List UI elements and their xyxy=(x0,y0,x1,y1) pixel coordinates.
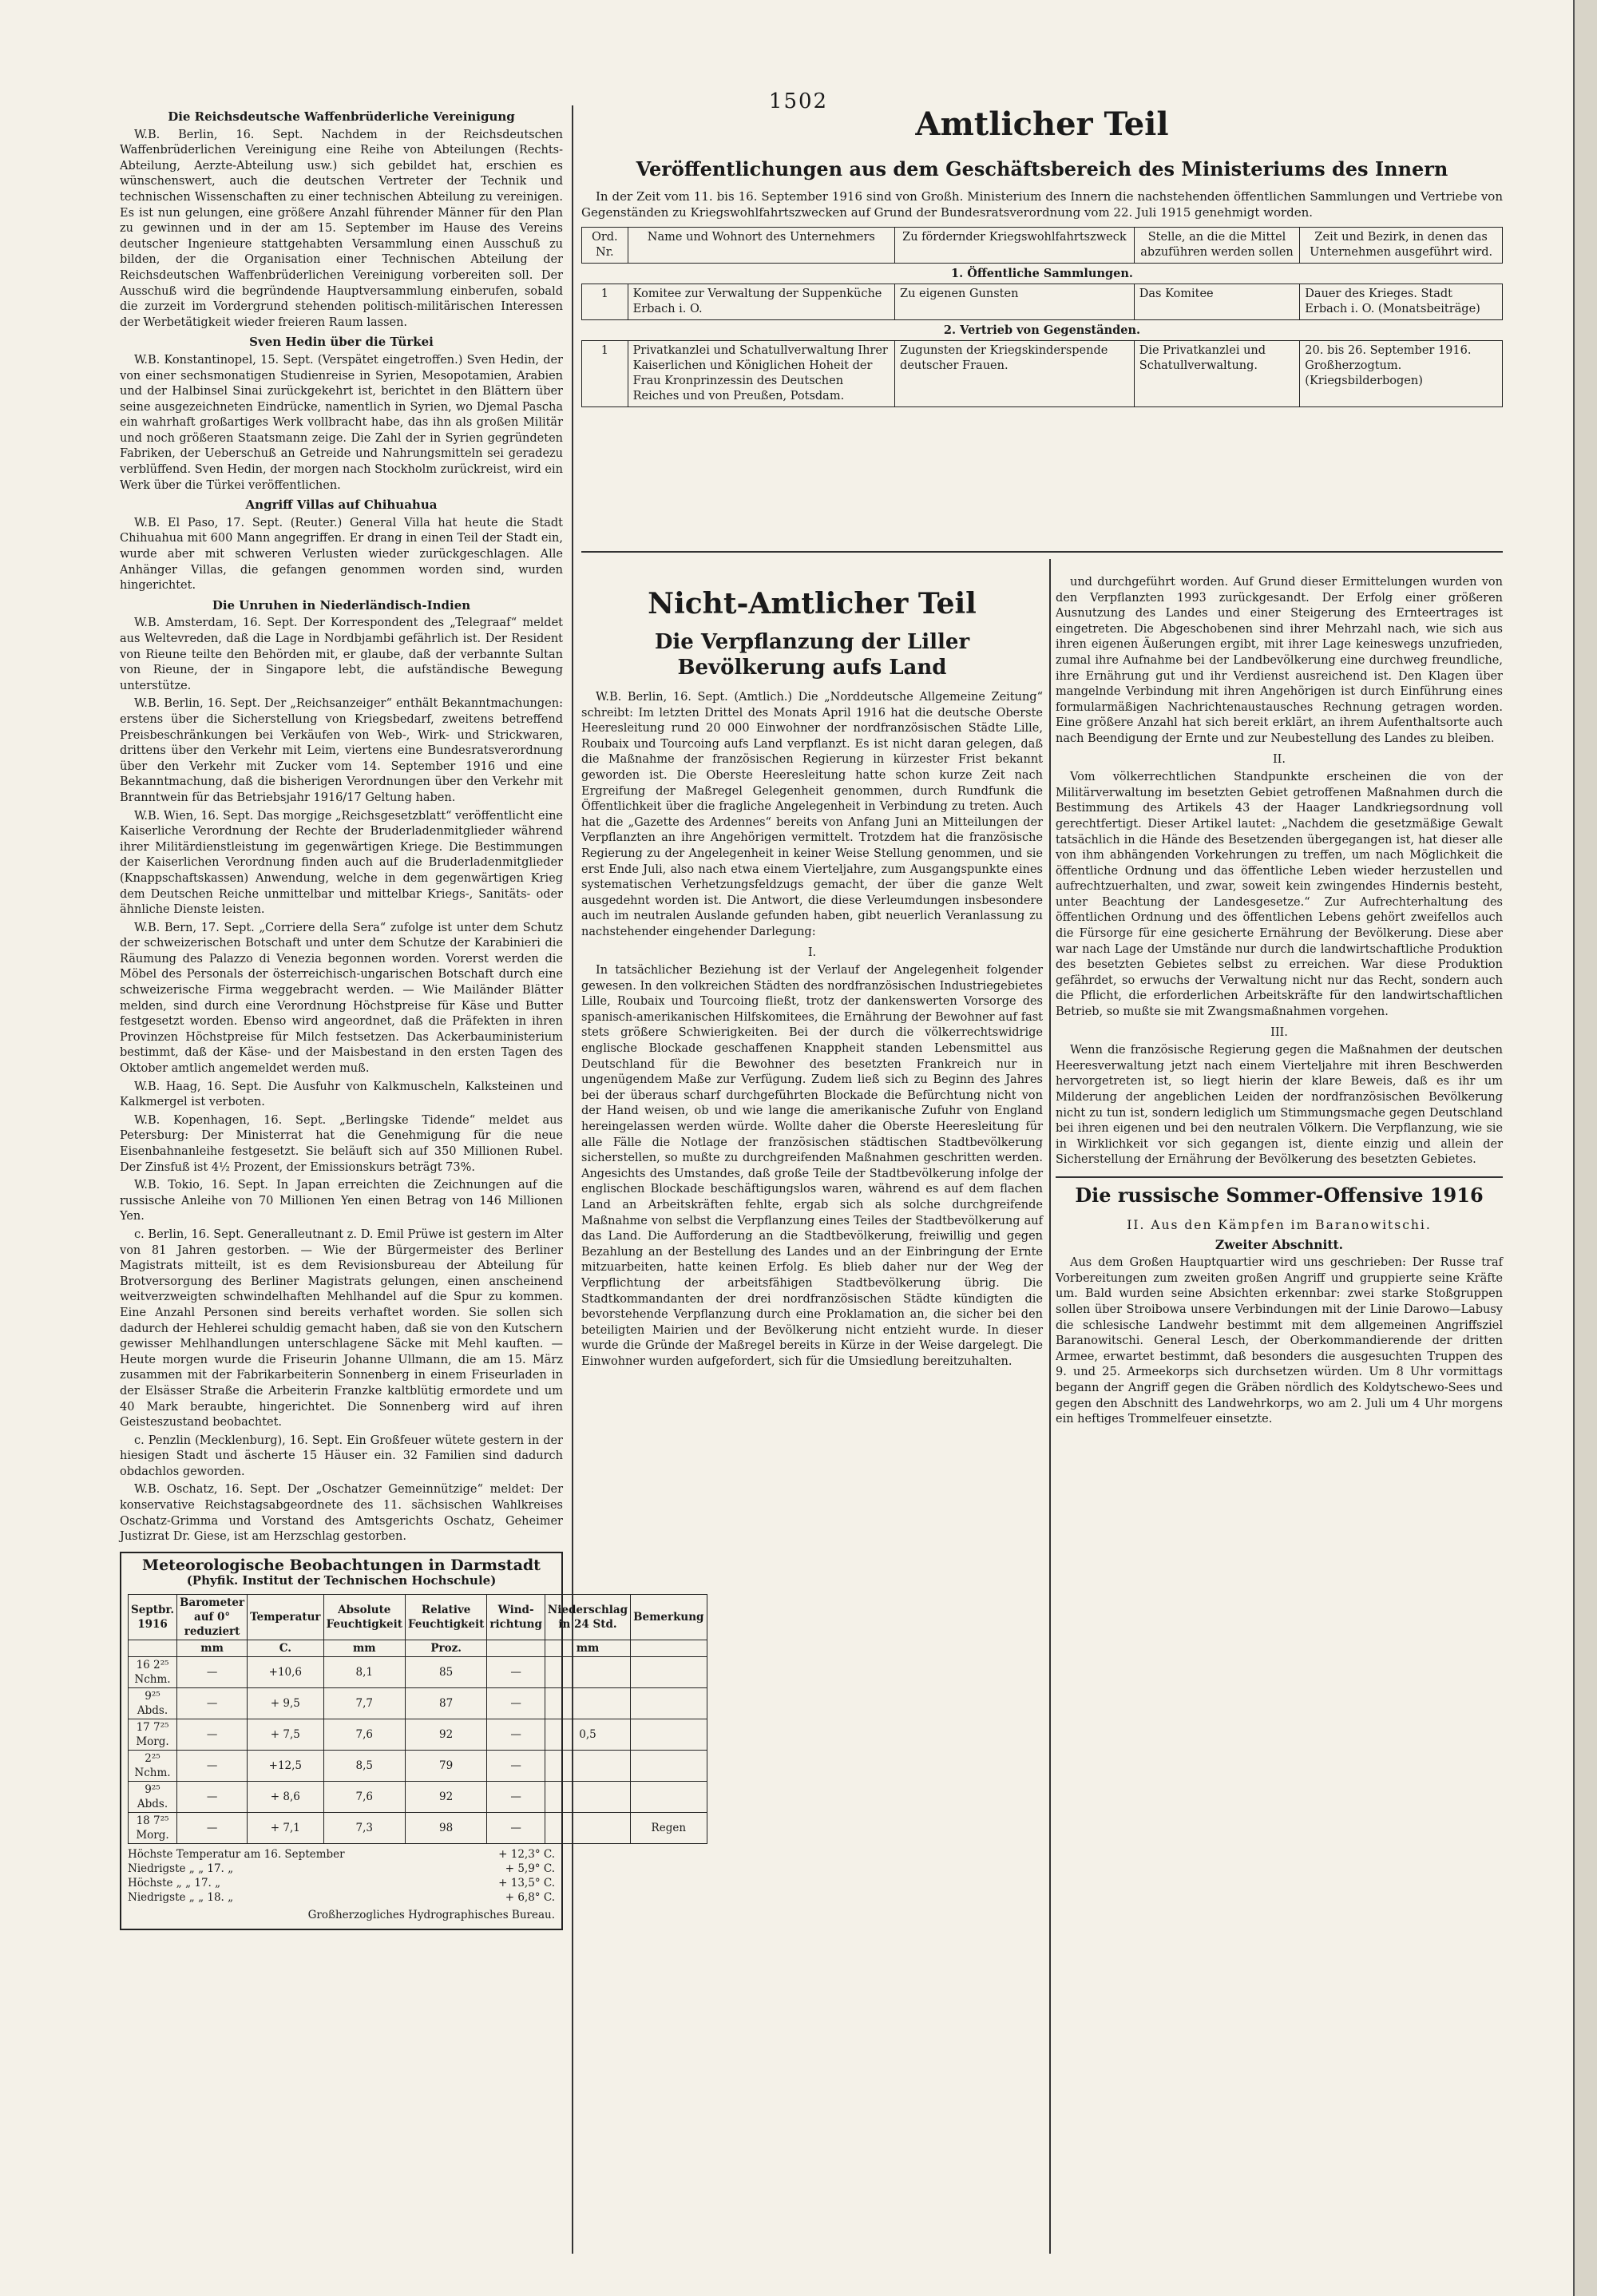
article-title: Die Unruhen in Niederländisch-Indien xyxy=(212,597,471,613)
weather-title: Meteorologische Beobachtungen in Darmstadt xyxy=(142,1556,541,1574)
weather-cell: +10,6 xyxy=(248,1657,323,1688)
cell-zweck: Zugunsten der Kriegskinderspende deutscher Frauen. xyxy=(895,341,1135,407)
news-item: W.B. Tokio, 16. Sept. In Japan erreichten die Zeichnungen auf die russische Anleihe von 70 Millionen Yen einen Betrag von 146 Millionen Yen. xyxy=(120,1179,563,1223)
russia-subheading: II. Aus den Kämpfen im Baranowitschi. xyxy=(1127,1217,1432,1232)
extreme-row xyxy=(128,1890,555,1905)
wx-unit: mm xyxy=(177,1640,248,1657)
extreme-row xyxy=(128,1847,555,1862)
table-row xyxy=(582,341,1503,407)
local-news-item: W.B. Oschatz, 16. Sept. Der „Oschatzer Gemeinnützige“ meldet: Der konservative Reichstagsabgeordnete des 11. sächsischen Wahlkreises Oschatz-Grimma und Vorstand des Amtsgerichts Oschatz, Geheimer Justizrat Dr. Giese, ist am Herzschlag gestorben. xyxy=(120,1483,563,1544)
article-paragraph: W.B. El Paso, 17. Sept. (Reuter.) General Villa hat heute die Stadt Chihuahua mit 600 Mann angegriffen. Er drang in einen Teil der Stadt ein, wurde aber mit schweren Verlusten wieder zurückgeschlagen. Alle Anhänger Villas, die gefangen genommen worden sind, wurden hingerichtet. xyxy=(120,516,563,593)
official-headline: Veröffentlichungen aus dem Geschäftsbereich des Ministeriums des Innern xyxy=(636,157,1448,180)
weather-cell: 87 xyxy=(405,1688,486,1719)
weather-cell: 8,5 xyxy=(323,1751,405,1782)
article-headline: Die Verpflanzung der Liller Bevölkerung aufs Land xyxy=(654,630,970,680)
page-number: 1502 xyxy=(768,89,829,113)
article-title: Angriff Villas auf Chihuahua xyxy=(245,498,438,513)
wx-th: Barometer auf 0° reduziert xyxy=(177,1595,248,1640)
th-zeit: Zeit und Bezirk, in denen das Unternehmen ausgeführt wird. xyxy=(1300,228,1503,264)
weather-cell: + 7,1 xyxy=(248,1813,323,1844)
weather-cell: + 8,6 xyxy=(248,1782,323,1813)
weather-cell: — xyxy=(487,1751,545,1782)
news-item: W.B. Kopenhagen, 16. Sept. „Berlingske Tidende“ meldet aus Petersburg: Der Ministerrat hat die Genehmigung für die neue Eisenbahnanleihe festgesetzt. Sie beläuft sich auf 350 Millionen Rubel. Der Zinsfuß ist 4½ Prozent, der Emissionskurs beträgt 73%. xyxy=(120,1113,563,1174)
section-numeral: III. xyxy=(1270,1025,1288,1039)
extreme-row xyxy=(128,1876,555,1890)
weather-cell: — xyxy=(177,1782,248,1813)
news-item: W.B. Bern, 17. Sept. „Corriere della Sera“ zufolge ist unter dem Schutz der schweizerischen Botschaft und unter dem Schutze der Karabinieri die Räumung des Palazzo di Venezia begonnen worden. Vorerst werden die Möbel des Personals der österreichisch-ungarischen Botschaft durch eine schweizerische Firma weggebracht werden. — Wie Mailänder Blätter melden, sind durch eine Verordnung Höchstpreise für Käse und Butter festgesetzt worden. Ebenso wird angeordnet, daß die Präfekten in ihren Provinzen Höchstpreise für Milch festsetzen. Das Ackerbauministerium bestimmt, daß der Käse- und der Maisbestand in den ersten Tagen des Oktober amtlich angemeldet werden muß. xyxy=(120,921,563,1076)
cell-name: Komitee zur Verwaltung der Suppenküche Erbach i. O. xyxy=(628,284,894,320)
th-name: Name und Wohnort des Unternehmers xyxy=(628,228,894,264)
wx-th: Relative Feuchtigkeit xyxy=(405,1595,486,1640)
extreme-value: + 5,9° C. xyxy=(505,1862,555,1876)
local-news-item: c. Penzlin (Mecklenburg), 16. Sept. Ein Großfeuer wütete gestern in der hiesigen Stadt und äscherte 15 Häuser ein. 32 Familien sind dadurch obdachlos geworden. xyxy=(120,1434,563,1478)
cell-zweck: Zu eigenen Gunsten xyxy=(895,284,1135,320)
weather-cell: 7,3 xyxy=(323,1813,405,1844)
extreme-value: + 13,5° C. xyxy=(498,1877,555,1890)
column-rule xyxy=(1049,559,1051,2254)
article-paragraph: und durchgeführt worden. Auf Grund dieser Ermittelungen wurden von den Verpflanzten 1993 zurückgesandt. Der Erfolg einer größeren Ausnutzung des Landes und einer Steigerung des Ernteertrages ist eingetreten. Die Abgeschobenen sind ihrer Mehrzahl nach, wie sich aus ihren eigenen Äußerungen ergibt, mit ihrer Lage keineswegs unzufrieden, zumal ihre Aufnahme bei der Landbevölkerung eine durchweg freundliche, ihre Ernährung gut und ihr Verdienst ausreichend ist. Den Klagen über mangelnde Verbindung mit ihren Angehörigen ist durch Einführung eines formularmäßigen Nachrichtenaustausches Rechnung getragen worden. Eine größere Anzahl hat sich bereit erklärt, an ihrem Aufenthaltsorte auch nach Beendigung der Ernte und zur Neubestellung des Landes zu bleiben. xyxy=(1056,576,1503,745)
wx-unit: C. xyxy=(248,1640,323,1657)
news-item: W.B. Berlin, 16. Sept. Der „Reichsanzeiger“ enthält Bekanntmachungen: erstens über die Sicherstellung von Kriegsbedarf, zweitens betreffend Preisbeschränkungen bei Verkäufen von Web-, Wirk- und Strickwaren, drittens über den Verkehr mit Leim, viertens eine Bundesratsverordnung über den Verkehr mit Zucker vom 14. September 1916 und eine Bekanntmachung, daß die bisherigen Verordnungen über den Verkehr mit Branntwein für das Betriebsjahr 1916/17 Geltung haben. xyxy=(120,697,563,804)
wx-unit xyxy=(487,1640,545,1657)
weather-cell: — xyxy=(487,1688,545,1719)
news-item: W.B. Haag, 16. Sept. Die Ausfuhr von Kalkmuscheln, Kalksteinen und Kalkmergel ist verboten. xyxy=(120,1080,563,1109)
weather-cell: 79 xyxy=(405,1751,486,1782)
column-rule xyxy=(572,105,573,2254)
article-paragraph: In tatsächlicher Beziehung ist der Verlauf der Angelegenheit folgender gewesen. In den volkreichen Städten des nordfranzösischen Industriegebietes Lille, Roubaix und Tourcoing fließt, trotz der dankenswerten Vorsorge des spanisch-amerikanischen Hilfskomitees, die Ernährung der Bewohner auf fast stets größere Schwierigkeiten. Bei der durch die völkerrechtswidrige englische Blockade geschaffenen Knappheit standen Lebensmittel aus Deutschland für die Bewohner des besetzten Frankreich nur in ungenügendem Maße zur Verfügung. Zudem ließ sich zu Beginn des Jahres bei der überaus scharf durchgeführten Blockade die Befürchtung nicht von der Hand weisen, ob und wie lange die amerikanische Zufuhr von England hereingelassen werden würde. Wollte daher die Oberste Heeresleitung für alle Fälle die Notlage der französischen städtischen Stadtbevölkerung sicherstellen, so mußte zu durchgreifenden Maßnahmen geschritten werden. Angesichts des Umstandes, daß große Teile der Stadtbevölkerung infolge der englischen Blockade beschäftigungslos waren, während es auf dem flachen Land an Arbeitskräften fehlte, ergab sich als solche durchgreifende Maßnahme von selbst die Verpflanzung eines Teiles der Stadtbevölkerung auf das Land. Die Aufforderung an die Stadtbevölkerung, freiwillig und gegen Bezahlung an der Bestellung des Landes und an der Einbringung der Ernte mitzuarbeiten, hatte keinen Erfolg. Es blieb daher nur der Weg der Verpflichtung der arbeitsfähigen Stadtbevölkerung übrig. Die Stadtkommandanten der drei nordfranzösischen Städte kündigten die bevorstehende Verpflanzung durch eine Proklamation an, die sicher bei den beteiligten Mairien und der Bevölkerung nicht entzieht wurde. In dieser wurde die Gründe der Maßregel bereits in Kürze in der Weise dargelegt. Die Einwohner wurden aufgefordert, sich für die Umsiedlung bereitzuhalten. xyxy=(581,964,1043,1368)
weather-cell: 98 xyxy=(405,1813,486,1844)
article-paragraph: W.B. Amsterdam, 16. Sept. Der Korrespondent des „Telegraaf“ meldet aus Weltevreden, daß die Lage in Nordbjambi gefährlich ist. Der Resident von Rieune teilte den Behörden mit, er glaube, daß der verbannte Sultan von Rieune, der in Singapore lebt, die aufständische Bewegung unterstütze. xyxy=(120,617,563,692)
weather-cell: + 7,5 xyxy=(248,1719,323,1751)
section-title: 2. Vertrieb von Gegenständen. xyxy=(582,320,1503,341)
weather-cell: Regen xyxy=(631,1813,707,1844)
cell-name: Privatkanzlei und Schatullverwaltung Ihrer Kaiserlichen und Königlichen Hoheit der Frau Kronprinzessin des Deutschen Reiches und von Preußen, Potsdam. xyxy=(628,341,894,407)
section-divider xyxy=(581,551,1503,553)
weather-cell: 2²⁵ Nchm. xyxy=(129,1751,177,1782)
column-right xyxy=(1056,575,1503,2252)
wx-unit: mm xyxy=(323,1640,405,1657)
collections-table xyxy=(581,227,1503,407)
cell-zeit: Dauer des Krieges. Stadt Erbach i. O. (Monatsbeiträge) xyxy=(1300,284,1503,320)
weather-cell: +12,5 xyxy=(248,1751,323,1782)
th-ordnr: Ord. Nr. xyxy=(582,228,628,264)
weather-bureau: Großherzogliches Hydrographisches Bureau. xyxy=(307,1909,555,1922)
article-paragraph: W.B. Konstantinopel, 15. Sept. (Verspätet eingetroffen.) Sven Hedin, der von einer sechsmonatigen Studienreise in Syrien, Mesopotamien, Arabien und der Halbinsel Sinai zurückgekehrt ist, berichtet in den Blättern über seine ausgezeichneten Eindrücke, namentlich in Syrien, wo Djemal Pascha ein wahrhaft großartiges Werk vollbracht habe, das ihn als großen Militär und noch größeren Staatsmann zeige. Die Zahl der in Syrien gegründeten Fabriken, der Ueberschuß an Getreide und Nahrungsmitteln sei geradezu verblüffend. Sven Hedin, der morgen nach Stockholm zurückreist, wird ein Werk über die Türkei veröffentlichen. xyxy=(120,353,563,492)
official-section xyxy=(581,105,1503,407)
extreme-row xyxy=(128,1862,555,1876)
wx-th: Septbr. 1916 xyxy=(129,1595,177,1640)
weather-cell: — xyxy=(487,1813,545,1844)
article-title: Sven Hedin über die Türkei xyxy=(249,335,434,350)
weather-cell: 0,5 xyxy=(545,1719,630,1751)
weather-cell: — xyxy=(487,1719,545,1751)
wx-th: Wind-richtung xyxy=(487,1595,545,1640)
extreme-label: Höchste „ „ 17. „ xyxy=(128,1877,221,1890)
weather-cell: — xyxy=(177,1813,248,1844)
weather-box xyxy=(120,1552,704,1930)
wx-th: Bemerkung xyxy=(631,1595,707,1640)
article-paragraph: Vom völkerrechtlichen Standpunkte erscheinen die von der Militärverwaltung im besetzten Gebiet getroffenen Maßnahmen durch die Bestimmung des Artikels 43 der Haager Landkriegsordnung voll gerechtfertigt. Dieser Artikel lautet: „Nachdem die gesetzmäßige Gewalt tatsächlich in die Hände des Besetzenden übergegangen ist, hat dieser alle von ihm abhängenden Vorkehrungen zu treffen, um nach Möglichkeit die öffentliche Ordnung und das öffentliche Leben wieder herzustellen und aufrechtzuerhalten, und zwar, soweit kein zwingendes Hindernis besteht, unter Beachtung der Landesgesetze.“ Zur Aufrechterhaltung des öffentlichen Ordnung und des öffentlichen Lebens gehört zweifellos auch die Fürsorge für eine gesicherte Ernährung der Bevölkerung. Diese aber war nach Lage der Umstände nur durch die landwirtschaftliche Produktion des besetzten Gebietes selbst zu erreichen. War diese Produktion gefährdet, so erwuchs der Verwaltung nicht nur das Recht, sondern auch die Pflicht, die erforderlichen Arbeitskräfte für den landwirtschaftlichen Betrieb, so mußte sie mit Zwangsmaßnahmen vorgehen. xyxy=(1056,771,1503,1019)
cell-ordnr: 1 xyxy=(582,284,628,320)
cell-ordnr: 1 xyxy=(582,341,628,407)
th-stelle: Stelle, an die die Mittel abzuführen werden sollen xyxy=(1134,228,1300,264)
weather-cell: + 9,5 xyxy=(248,1688,323,1719)
official-intro: In der Zeit vom 11. bis 16. September 1916 sind von Großh. Ministerium des Innern die nachstehenden öffentlichen Sammlungen und Vertriebe von Gegenständen zu Kriegswohlfahrtszwecken auf Grund der Bundesratsverordnung vom 22. Juli 1915 genehmigt worden. xyxy=(581,189,1503,220)
extreme-label: Niedrigste „ „ 17. „ xyxy=(128,1862,234,1876)
weather-cell: — xyxy=(177,1657,248,1688)
article-paragraph: W.B. Berlin, 16. Sept. (Amtlich.) Die „Norddeutsche Allgemeine Zeitung“ schreibt: Im letzten Drittel des Monats April 1916 hat die deutsche Oberste Heeresleitung rund 20 000 Einwohner der nordfranzösischen Städte Lille, Roubaix und Tourcoing aufs Land verpflanzt. Es ist nicht daran gelegen, daß die Maßnahme der französischen Regierung in kürzester Frist bekannt geworden ist. Die Oberste Heeresleitung hatte schon kurze Zeit nach Ergreifung der Maßregel Gelegenheit genommen, durch Rundfunk die Öffentlichkeit über die fragliche Angelegenheit in Verbindung zu treten. Auch hat die „Gazette des Ardennes“ bereits von Anfang Juni an Mitteilungen der Verpflanzten an ihre Angehörigen vermittelt. Trotzdem hat die französische Regierung zu der Angelegenheit in keiner Weise Stellung genommen, und sie erst Ende Juli, also nach etwa einem Vierteljahre, zum Ausgangspunkte eines systematischen Verhetzungsfeldzugs gemacht, der über die ganze Welt ausgedehnt worden ist. Die Antwort, die diese Verleumdungen insbesondere auch im neutralen Auslande gefunden haben, gibt neuerlich Veranlassung zu nachstehender eingehender Darlegung: xyxy=(581,691,1043,938)
column-middle xyxy=(581,575,1043,2252)
wx-unit: mm xyxy=(545,1640,630,1657)
weather-cell: — xyxy=(487,1782,545,1813)
article-paragraph: W.B. Berlin, 16. Sept. Nachdem in der Reichsdeutschen Waffenbrüderlichen Vereinigung eine Reihe von Abteilungen (Rechts-Abteilung, Aerzte-Abteilung usw.) sich gebildet hat, erschien es wünschenswert, auch die deutschen Vertreter der Technik und technischen Wissenschaften zu einer technischen Abteilung zu vereinigen. Es ist nun gelungen, eine größere Anzahl führender Männer für den Plan zu gewinnen und in der am 15. September im Hause des Vereins deutscher Ingenieure stattgehabten Versammlung einen Ausschuß zu bilden, der die Organisation einer Technischen Abteilung der Reichsdeutschen Waffenbrüderlichen Vereinigung vorbereiten soll. Der Ausschuß wird die begründende Hauptversammlung einberufen, sobald die zurzeit im Vordergrund stehenden politisch-militärischen Interessen der Werbetätigkeit wieder freieren Raum lassen. xyxy=(120,128,563,329)
weather-cell: 16 2²⁵ Nchm. xyxy=(129,1657,177,1688)
article-paragraph: Wenn die französische Regierung gegen die Maßnahmen der deutschen Heeresverwaltung jetzt nach einem Vierteljahre mit ihren Beschwerden hervorgetreten ist, so liegt hierin der klare Beweis, daß es ihr um Milderung der angeblichen Leiden der nordfranzösischen Bevölkerung nicht zu tun ist, sondern lediglich um Stimmungsmache gegen Deutschland bei ihren eigenen und bei den neutralen Völkern. Die Verpflanzung, wie sie in Wirklichkeit vor sich gegangen ist, diente einzig und allein der Sicherstellung der Ernährung der Bevölkerung des besetzten Gebietes. xyxy=(1056,1044,1503,1167)
weather-cell: 7,6 xyxy=(323,1719,405,1751)
weather-cell: 92 xyxy=(405,1719,486,1751)
extreme-value: + 6,8° C. xyxy=(505,1891,555,1905)
weather-cell: 7,7 xyxy=(323,1688,405,1719)
table-header-row xyxy=(582,228,1503,264)
article-paragraph: Aus dem Großen Hauptquartier wird uns geschrieben: Der Russe traf Vorbereitungen zum zweiten großen Angriff und gruppierte seine Kräfte um. Bald wurden seine Absichten erkennbar: zwei starke Stoßgruppen sollen über Stroibowa unsere Verbindungen mit der Linie Darowo—Labusy die schlesische Landwehr bestimmt mit dem allgemeinen Angriffsziel Baranowitschi. General Lesch, der Oberkommandierende der dritten Armee, erwartet bestimmt, daß besonders die ausgesuchten Truppen des 9. und 25. Armeekorps sich durchsetzen würden. Um 8 Uhr vormittags begann der Angriff gegen die Gräben nördlich des Koldytschewo-Sees und gegen den Abschnitt des Landwehrkorps, wo am 2. Juli um 4 Uhr morgens ein heftiges Trommelfeuer einsetzte. xyxy=(1056,1256,1503,1426)
weather-cell: 9²⁵ Abds. xyxy=(129,1782,177,1813)
cell-stelle: Das Komitee xyxy=(1134,284,1300,320)
nonofficial-section-title: Nicht-Amtlicher Teil xyxy=(648,587,977,621)
weather-cell: 17 7²⁵ Morg. xyxy=(129,1719,177,1751)
extreme-label: Niedrigste „ „ 18. „ xyxy=(128,1891,234,1905)
section-numeral: II. xyxy=(1272,752,1286,766)
weather-cell: 9²⁵ Abds. xyxy=(129,1688,177,1719)
cell-zeit: 20. bis 26. September 1916. Großherzogtum. (Kriegsbilderbogen) xyxy=(1300,341,1503,407)
weather-cell: — xyxy=(177,1719,248,1751)
table-row xyxy=(582,284,1503,320)
wx-th: Absolute Feuchtigkeit xyxy=(323,1595,405,1640)
table-section-row xyxy=(582,264,1503,284)
extreme-value: + 12,3° C. xyxy=(498,1848,555,1862)
weather-cell: — xyxy=(177,1688,248,1719)
wx-unit xyxy=(129,1640,177,1657)
wx-th: Niederschlag in 24 Std. xyxy=(545,1595,630,1640)
section-numeral: I. xyxy=(807,946,817,959)
wx-th: Temperatur xyxy=(248,1595,323,1640)
wx-unit: Proz. xyxy=(405,1640,486,1657)
weather-cell: 8,1 xyxy=(323,1657,405,1688)
th-zweck: Zu fördernder Kriegswohlfahrtszweck xyxy=(895,228,1135,264)
article-divider xyxy=(1056,1176,1503,1178)
weather-extremes xyxy=(128,1847,555,1905)
russia-subheading-2: Zweiter Abschnitt. xyxy=(1215,1236,1344,1252)
article-title: Die Reichsdeutsche Waffenbrüderliche Vereinigung xyxy=(168,109,515,124)
table-section-row xyxy=(582,320,1503,341)
section-title: 1. Öffentliche Sammlungen. xyxy=(582,264,1503,284)
weather-subtitle: (Phyfik. Institut der Technischen Hochschule) xyxy=(186,1573,497,1588)
extreme-label: Höchste Temperatur am 16. September xyxy=(128,1848,345,1862)
news-item: W.B. Wien, 16. Sept. Das morgige „Reichsgesetzblatt“ veröffentlicht eine Kaiserliche Verordnung der Rechte der Bruderladenmitglieder während ihrer Militärdienstleistung im gegenwärtigen Kriege. Die Bestimmungen der Kaiserlichen Verordnung finden auch auf die Bruderladenmitglieder (Knappschaftskassen) Anwendung, welche in dem gegenwärtigen Krieg dem Deutschen Reiche unmittelbar und mittelbar Kriegs-, Sanitäts- oder ähnliche Dienste leisten. xyxy=(120,809,563,917)
next-page-edge xyxy=(1573,0,1597,2296)
weather-cell: 85 xyxy=(405,1657,486,1688)
cell-stelle: Die Privatkanzlei und Schatullverwaltung. xyxy=(1134,341,1300,407)
weather-cell: 18 7²⁵ Morg. xyxy=(129,1813,177,1844)
local-news-item: c. Berlin, 16. Sept. Generalleutnant z. D. Emil Prüwe ist gestern im Alter von 81 Jahren gestorben. — Wie der Bürgermeister des Berliner Magistrats mitteilt, ist es dem Revisionsbureau der Abteilung für Brotversorgung des Berliner Magistrats gelungen, einen anscheinend weitverzweigten schwindelhaften Mehlhandel auf die Spur zu kommen. Eine Anzahl Personen sind bereits verhaftet worden. Sie sollen sich dadurch der Hehlerei schuldig gemacht haben, daß sie von den Kutschern gewisser Mehlhandlungen unterschlagene Säcke mit Mehl kauften. — Heute morgen wurde die Friseurin Johanne Ullmann, die am 15. März zusammen mit der Fabrikarbeiterin Sonnenberg in einem Friseurladen in der Elsässer Straße die Arbeiterin Franzke kaltblütig ermordete und um 40 Mark beraubte, hingerichtet. Die Sonnenberg wird auf ihren Geisteszustand beobachtet. xyxy=(120,1227,563,1430)
weather-cell: 92 xyxy=(405,1782,486,1813)
russia-headline: Die russische Sommer-Offensive 1916 xyxy=(1075,1183,1484,1207)
weather-cell: — xyxy=(487,1657,545,1688)
weather-cell: 7,6 xyxy=(323,1782,405,1813)
official-section-title: Amtlicher Teil xyxy=(915,105,1169,143)
weather-cell: — xyxy=(177,1751,248,1782)
